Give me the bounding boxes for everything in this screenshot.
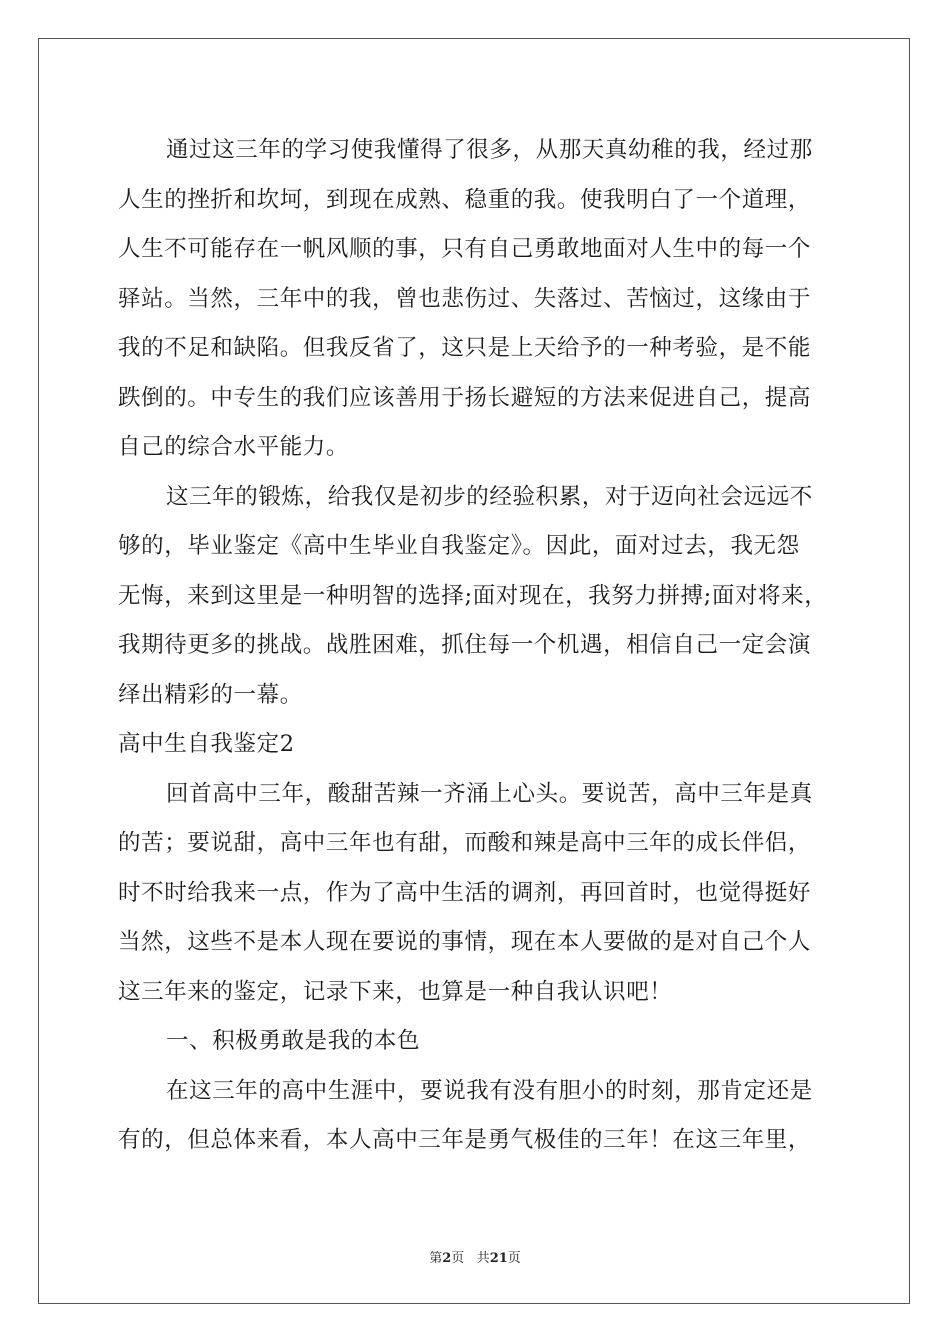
section-heading: 高中生自我鉴定2 [118, 731, 295, 757]
paragraph-line: 这三年来的鉴定，记录下来，也算是一种自我认识吧！ [118, 978, 673, 1005]
page-suffix: 页 [451, 1251, 465, 1266]
paragraph-line: 我的不足和缺陷。但我反省了，这只是上天给予的一种考验，是不能 [118, 335, 812, 361]
paragraph-line: 当然，这些不是本人现在要说的事情，现在本人要做的是对自己个人 [118, 929, 812, 955]
paragraph-line: 跌倒的。中专生的我们应该善用于扬长避短的方法来促进自己，提高 [118, 384, 812, 411]
paragraph-line: 人生的挫折和坎坷，到现在成熟、稳重的我。使我明白了一个道理， [118, 186, 812, 213]
paragraph-line: 的苦；要说甜，高中三年也有甜，而酸和辣是高中三年的成长伴侣， [118, 830, 812, 856]
total-prefix: 共 [476, 1251, 490, 1266]
total-suffix: 页 [507, 1251, 521, 1266]
total-pages: 21 [489, 1251, 508, 1266]
paragraph-line: 够的，毕业鉴定《高中生毕业自我鉴定》。因此，面对过去，我无怨 [118, 533, 800, 559]
paragraph-line: 人生不可能存在一帆风顺的事，只有自己勇敢地面对人生中的每一个 [118, 236, 812, 262]
page-footer [0, 1247, 950, 1266]
paragraph-line: 自己的综合水平能力。 [118, 434, 350, 460]
page-number: 2 [442, 1251, 452, 1266]
document-body [118, 130, 834, 1170]
paragraph-line: 时不时给我来一点，作为了高中生活的调剂，再回首时，也觉得挺好 [118, 879, 812, 906]
paragraph-line: 绎出精彩的一幕。 [118, 681, 303, 708]
paragraph-line: 回首高中三年，酸甜苦辣一齐涌上心头。要说苦，高中三年是真 [166, 780, 813, 807]
page-prefix: 第 [429, 1251, 443, 1266]
paragraph-line: 通过这三年的学习使我懂得了很多，从那天真幼稚的我，经过那 [166, 137, 813, 163]
paragraph-line: 无悔，来到这里是一种明智的选择;面对现在，我努力拼搏;面对将来， [118, 582, 828, 609]
paragraph-line: 驿站。当然，三年中的我，曾也悲伤过、失落过、苦恼过，这缘由于 [118, 285, 812, 312]
paragraph-line: 在这三年的高中生涯中，要说我有没有胆小的时刻，那肯定还是 [166, 1077, 813, 1104]
paragraph-line: 这三年的锻炼，给我仅是初步的经验积累，对于迈向社会远远不 [166, 483, 813, 510]
paragraph-line: 有的，但总体来看，本人高中三年是勇气极佳的三年！在这三年里， [118, 1127, 812, 1153]
paragraph-line: 我期待更多的挑战。战胜困难，抓住每一个机遇，相信自己一定会演 [118, 632, 812, 658]
subsection-heading: 一、积极勇敢是我的本色 [166, 1028, 421, 1054]
